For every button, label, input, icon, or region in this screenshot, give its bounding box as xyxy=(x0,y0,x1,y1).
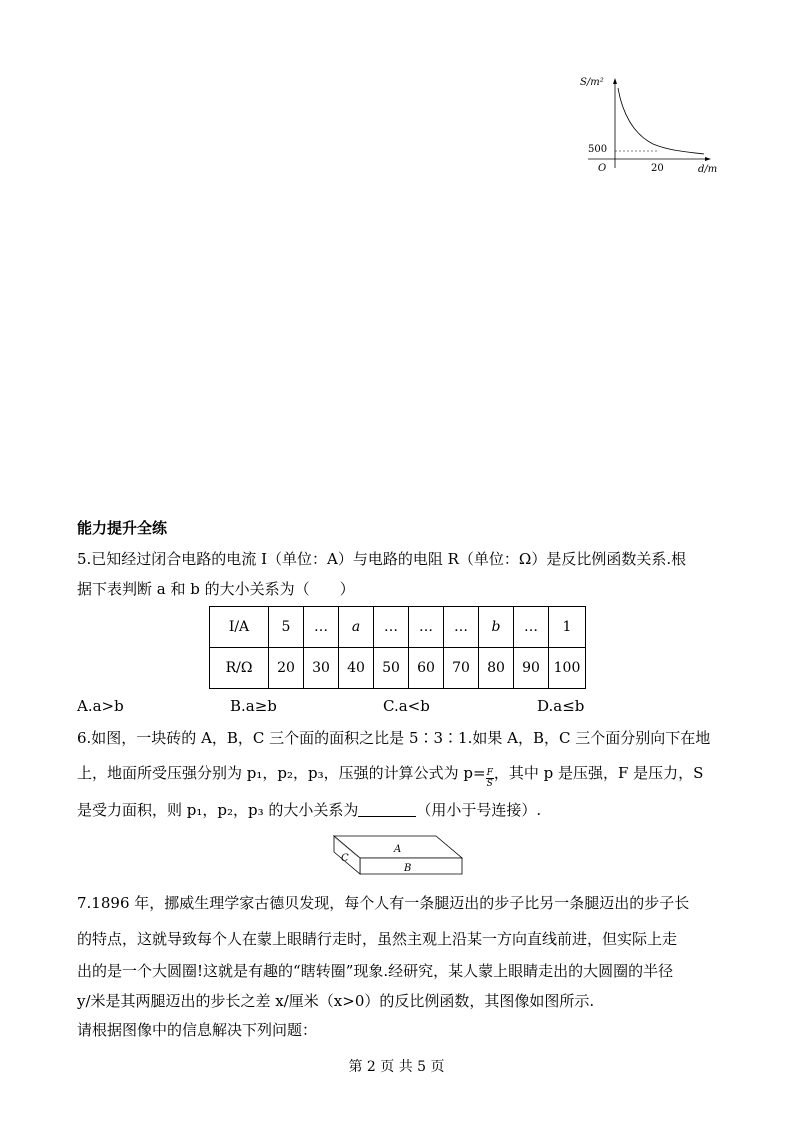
option-b: B.a≥b xyxy=(230,697,277,715)
table-cell: 90 xyxy=(514,648,549,689)
table-row xyxy=(210,648,586,689)
table-cell: I/A xyxy=(210,607,269,648)
table-cell: b xyxy=(479,607,514,648)
table-cell: 60 xyxy=(409,648,444,689)
q7-line-1: 7.1896 年，挪威生理学家古德贝发现，每个人有一条腿迈出的步子比另一条腿迈出的步子长 xyxy=(77,894,690,912)
table-cell: a xyxy=(339,607,374,648)
table-cell: 5 xyxy=(269,607,304,648)
table-row xyxy=(210,607,586,648)
table-cell: 40 xyxy=(339,648,374,689)
answer-blank xyxy=(358,801,416,817)
table-cell: … xyxy=(409,607,444,648)
table-cell: 1 xyxy=(549,607,586,648)
table-cell: 70 xyxy=(444,648,479,689)
table-cell: 100 xyxy=(549,648,586,689)
q6-line-3-text: 是受力面积，则 p₁，p₂，p₃ 的大小关系为 xyxy=(77,801,359,819)
section-title: 能力提升全练 xyxy=(77,519,168,537)
table-cell: … xyxy=(444,607,479,648)
option-a: A.a>b xyxy=(77,697,124,715)
option-d: D.a≤b xyxy=(537,697,585,715)
y-value-label: 500 xyxy=(588,144,608,155)
y-axis-arrow xyxy=(613,78,617,84)
table-cell: 20 xyxy=(269,648,304,689)
y-axis-label: S/m² xyxy=(580,77,604,88)
resistance-current-table xyxy=(209,606,586,689)
table-cell: … xyxy=(304,607,339,648)
x-value-label: 20 xyxy=(651,163,664,174)
table-cell: 30 xyxy=(304,648,339,689)
q6-line-1: 6.如图，一块砖的 A，B，C 三个面的面积之比是 5∶3∶1.如果 A，B，C 三个面分别向下在地 xyxy=(77,729,711,747)
table-cell: 50 xyxy=(374,648,409,689)
inverse-function-graph xyxy=(578,72,723,182)
hyperbola-curve xyxy=(618,88,704,154)
brick-figure xyxy=(328,828,468,880)
q7-line-2: 的特点，这就导致每个人在蒙上眼睛行走时，虽然主观上沿某一方向直线前进，但实际上走 xyxy=(77,930,678,948)
table-cell: 80 xyxy=(479,648,514,689)
origin-label: O xyxy=(598,163,607,174)
q6-line-2-text: 上，地面所受压强分别为 p₁，p₂，p₃，压强的计算公式为 p= xyxy=(77,764,486,782)
q7-line-3: 出的是一个大圆圈!这就是有趣的“瞎转圈”现象.经研究，某人蒙上眼睛走出的大圆圈的半径 xyxy=(77,962,674,980)
pressure-fraction xyxy=(486,768,494,789)
page-footer: 第 2 页 共 5 页 xyxy=(348,1059,445,1075)
option-c: C.a<b xyxy=(383,697,430,715)
q7-line-4: y/米是其两腿迈出的步长之差 x/厘米（x>0）的反比例函数，其图像如图所示. xyxy=(77,992,595,1010)
q5-line-1: 5.已知经过闭合电路的电流 I（单位：A）与电路的电阻 R（单位：Ω）是反比例函数关系.根 xyxy=(77,550,687,568)
face-a-label: A xyxy=(394,844,402,855)
table-cell: R/Ω xyxy=(210,648,269,689)
q5-line-2: 据下表判断 a 和 b 的大小关系为（ ） xyxy=(77,580,355,598)
face-c-label: C xyxy=(341,853,349,864)
fraction-denominator: S xyxy=(486,779,493,789)
q6-line-3-tail: （用小于号连接）. xyxy=(416,801,542,819)
face-b-label: B xyxy=(404,863,412,874)
x-axis-arrow xyxy=(705,157,711,161)
q6-line-3 xyxy=(77,800,541,820)
q6-line-2-tail: ，其中 p 是压强，F 是压力，S xyxy=(493,764,704,782)
fraction-numerator: F xyxy=(486,768,493,778)
q6-line-2 xyxy=(77,763,703,789)
table-cell: … xyxy=(514,607,549,648)
q7-line-5: 请根据图像中的信息解决下列问题： xyxy=(77,1021,318,1039)
table-cell: … xyxy=(374,607,409,648)
x-axis-label: d/m xyxy=(698,164,718,175)
